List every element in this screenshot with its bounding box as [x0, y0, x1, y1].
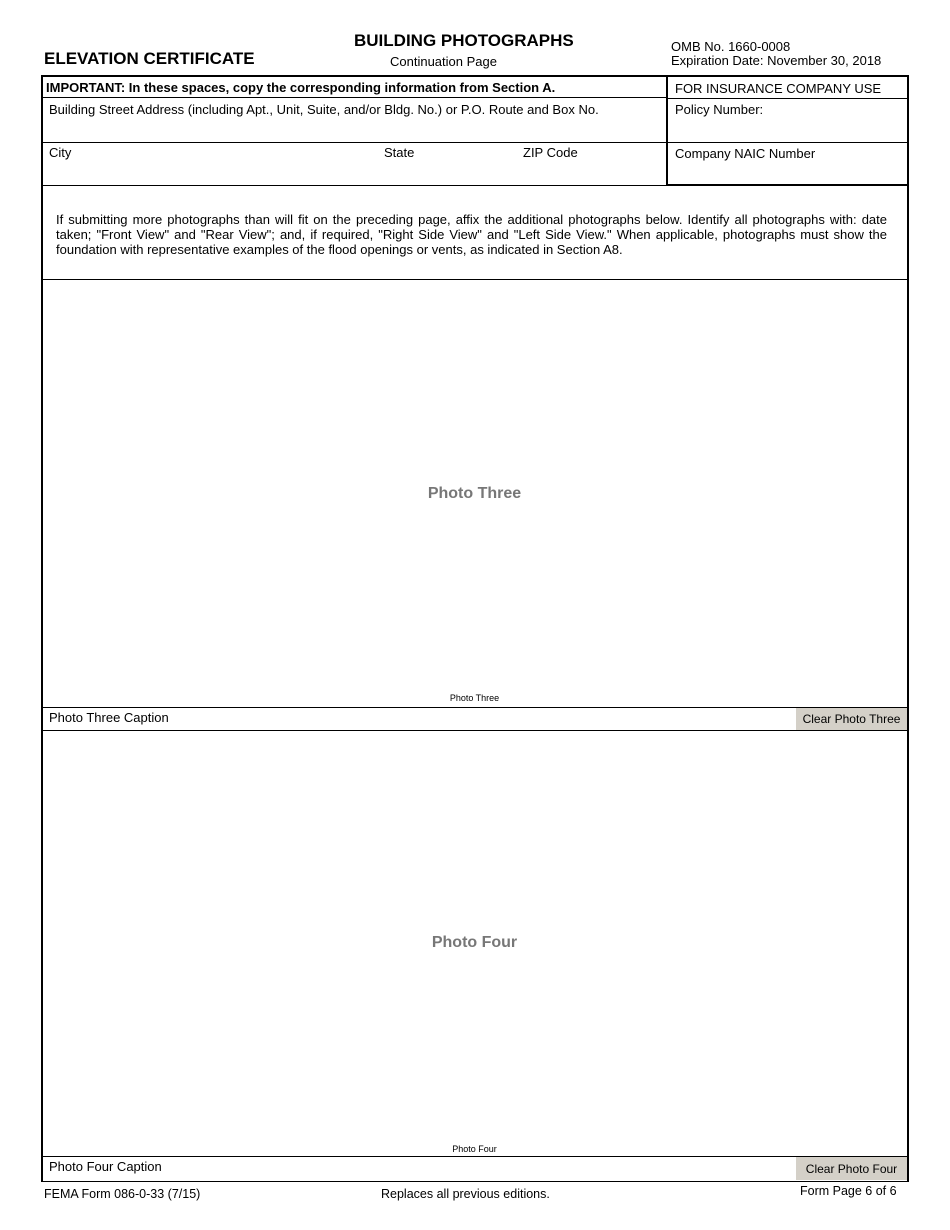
- photo-four-area[interactable]: [42, 731, 907, 1155]
- photo-four-caption-input[interactable]: [180, 1158, 790, 1180]
- important-note: IMPORTANT: In these spaces, copy the corresponding information from Section A.: [46, 80, 556, 95]
- divider: [666, 98, 909, 99]
- zip-label: ZIP Code: [523, 145, 578, 160]
- photo-four-placeholder: Photo Four: [431, 934, 518, 951]
- expiration-date: Expiration Date: November 30, 2018: [671, 53, 882, 68]
- naic-label: Company NAIC Number: [675, 146, 816, 161]
- instructions: If submitting more photographs than will fit on the preceding page, affix the additional photographs below. Identify all photographs with: date taken; "Front View" and "Rear View"; and, if required, "Right Side View" and "Left Side View." When applicable, photographs must show the foundation with representative examples of the flood openings or vents, as indicated in Section A8.: [56, 212, 887, 257]
- divider: [41, 97, 667, 98]
- address-label: Building Street Address (including Apt., Unit, Suite, and/or Bldg. No.) or P.O. Route and Box No.: [49, 102, 599, 117]
- zip-input[interactable]: [522, 162, 662, 184]
- insurance-title: FOR INSURANCE COMPANY USE: [675, 81, 882, 96]
- photo-three-small-label: Photo Three: [449, 693, 500, 703]
- photo-three-caption-input[interactable]: [185, 709, 790, 729]
- policy-number-label: Policy Number:: [675, 102, 764, 117]
- photo-three-area[interactable]: [42, 280, 907, 707]
- replaces-note: Replaces all previous editions.: [381, 1187, 550, 1201]
- photo-four-small-label: Photo Four: [452, 1144, 497, 1154]
- photo-four-caption-label: Photo Four Caption: [49, 1159, 162, 1174]
- divider: [41, 1156, 909, 1157]
- naic-input[interactable]: [674, 162, 902, 182]
- city-label: City: [49, 145, 72, 160]
- state-input[interactable]: [383, 162, 513, 184]
- policy-number-input[interactable]: [674, 118, 902, 140]
- section-title: BUILDING PHOTOGRAPHS: [354, 31, 574, 50]
- form-number: FEMA Form 086-0-33 (7/15): [44, 1187, 201, 1201]
- photo-three-caption-label: Photo Three Caption: [49, 710, 169, 725]
- form-title: ELEVATION CERTIFICATE: [44, 49, 255, 68]
- page-number: Form Page 6 of 6: [800, 1184, 897, 1198]
- address-input[interactable]: [48, 118, 660, 140]
- clear-photo-three-button[interactable]: Clear Photo Three: [796, 708, 907, 730]
- omb-number: OMB No. 1660-0008: [671, 39, 791, 54]
- city-input[interactable]: [48, 162, 378, 184]
- state-label: State: [384, 145, 415, 160]
- divider: [41, 185, 909, 186]
- clear-photo-four-button[interactable]: Clear Photo Four: [796, 1157, 907, 1180]
- subtitle: Continuation Page: [390, 54, 497, 69]
- divider: [41, 142, 909, 143]
- photo-three-placeholder: Photo Three: [427, 484, 522, 502]
